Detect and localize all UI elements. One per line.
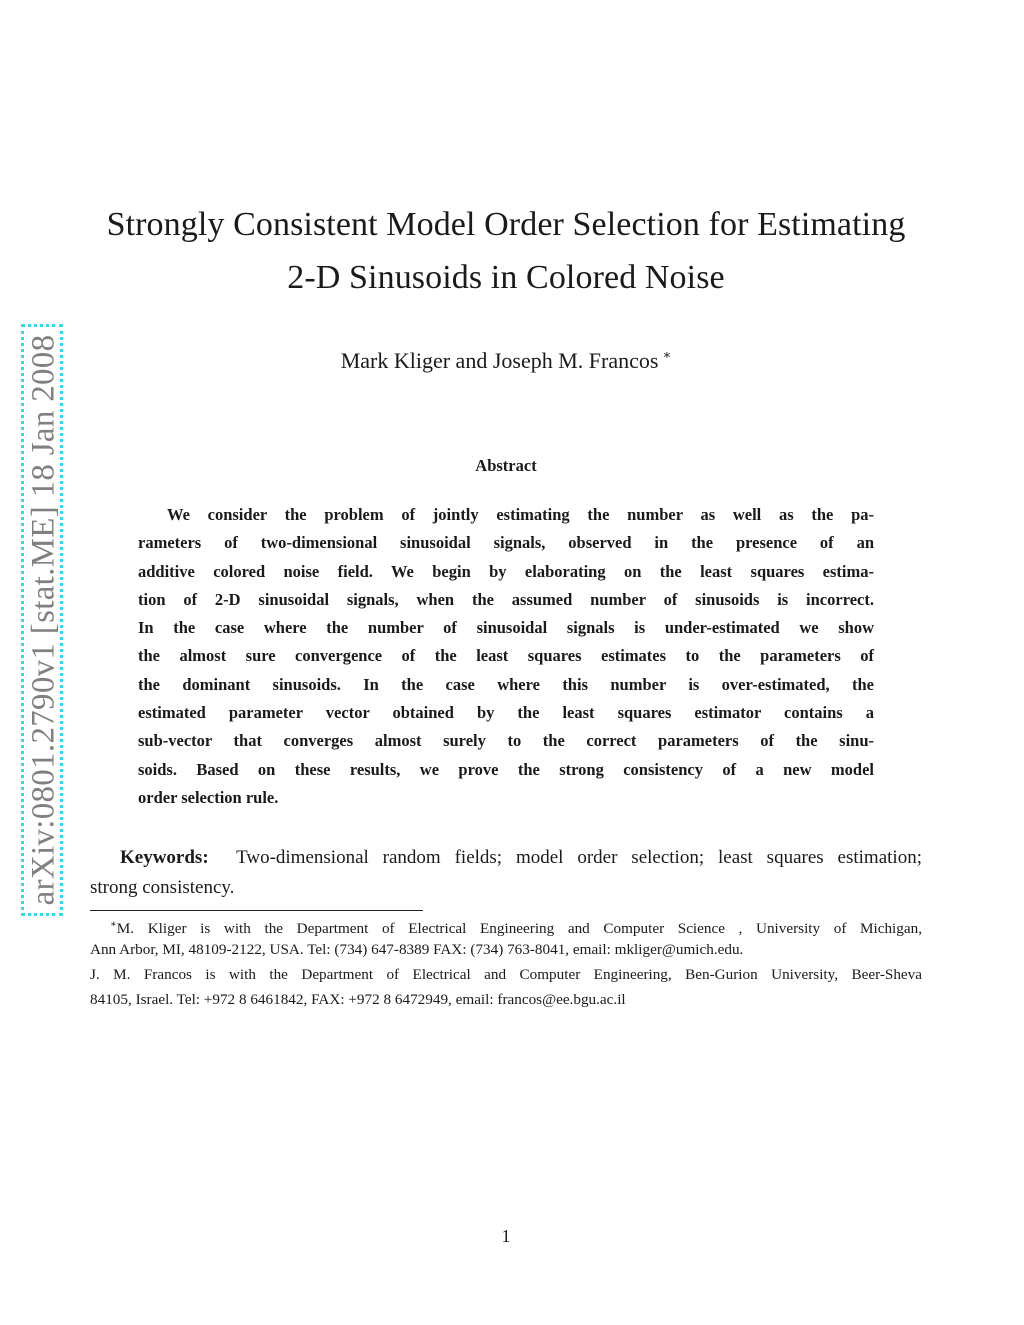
author-line — [0, 340, 1012, 376]
keywords-line — [90, 843, 922, 873]
abstract-line: We consider the problem of jointly estimating the number as well as the pa- — [167, 505, 874, 524]
abstract-body — [138, 501, 874, 812]
authors: Mark Kliger and Joseph M. Francos — [340, 348, 659, 373]
author-footnote-mark: ∗ — [662, 347, 672, 362]
footnote-line: 84105, Israel. Tel: +972 8 6461842, FAX: +972 8 6472949, email: francos@ee.bgu.ac.il — [90, 991, 626, 1008]
paper-title — [0, 198, 1012, 304]
footnote-text: M. Kliger is with the Department of Electrical Engineering and Computer Science , University of Michigan, — [116, 920, 922, 937]
footnote-mark: ∗ — [110, 919, 117, 930]
arxiv-identifier: arXiv:0801.2790v1 [stat.ME] 18 Jan 2008 — [25, 334, 62, 906]
keywords-paragraph — [90, 843, 922, 902]
footnotes — [90, 912, 922, 1012]
abstract-line: tion of 2-D sinusoidal signals, when the assumed number of sinusoids is incorrect. — [138, 589, 874, 609]
abstract-line: rameters of two-dimensional sinusoidal signals, observed in the presence of an — [138, 533, 874, 553]
abstract-line: sub-vector that converges almost surely to the correct parameters of the sinu- — [138, 731, 874, 751]
abstract-line: order selection rule. — [138, 787, 279, 807]
abstract-line: the almost sure convergence of the least squares estimates to the parameters of — [138, 646, 874, 666]
title-line: 2-D Sinusoids in Colored Noise — [287, 259, 725, 296]
abstract-line: In the case where the number of sinusoidal signals is under-estimated we show — [138, 618, 874, 638]
footnote-line — [90, 912, 922, 937]
abstract-line: estimated parameter vector obtained by the least squares estimator contains a — [138, 703, 874, 723]
keywords-label: Keywords: — [120, 847, 209, 868]
abstract-line: additive colored noise field. We begin by elaborating on the least squares estima- — [138, 561, 874, 581]
footnote-line: Ann Arbor, MI, 48109-2122, USA. Tel: (734) 647-8389 FAX: (734) 763-8041, email: mkliger@umich.edu. — [90, 941, 744, 958]
keywords-text: Two-dimensional random fields; model order selection; least squares estimation; — [236, 847, 922, 868]
title-line: Strongly Consistent Model Order Selection for Estimating — [106, 206, 906, 243]
page-number: 1 — [501, 1226, 511, 1246]
abstract-line: soids. Based on these results, we prove the strong consistency of a new model — [138, 759, 874, 779]
footnote-divider — [90, 910, 423, 911]
footnote-line: J. M. Francos is with the Department of Electrical and Computer Engineering, Ben-Gurion University, Beer-Sheva — [90, 966, 922, 983]
abstract-line: the dominant sinusoids. In the case where this number is over-estimated, the — [138, 674, 874, 694]
abstract-heading: Abstract — [475, 456, 537, 475]
keywords-text-continued: strong consistency. — [90, 876, 235, 898]
